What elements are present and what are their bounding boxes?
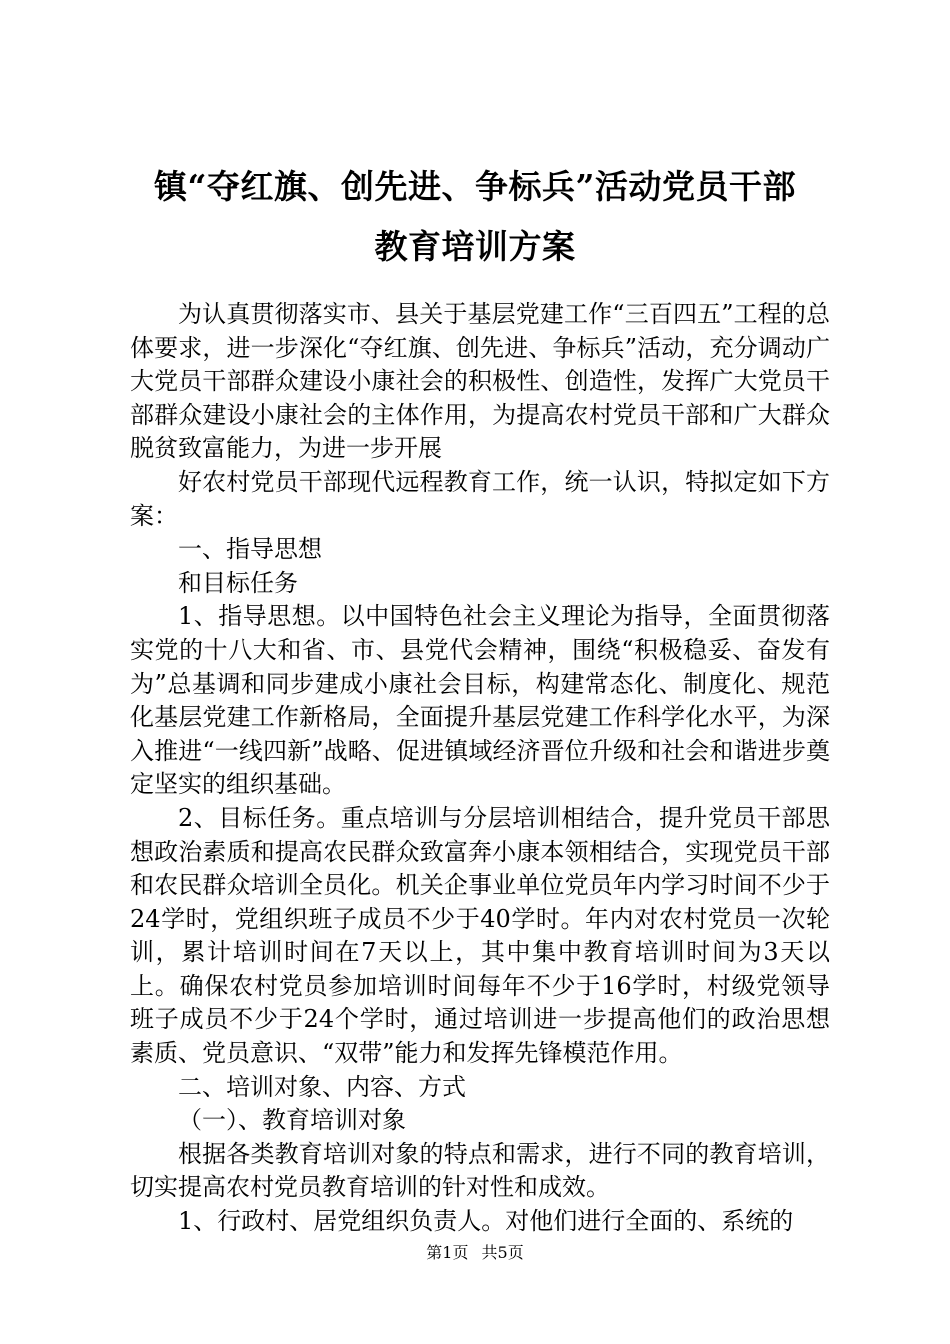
intro-paragraph: 为认真贯彻落实市、县关于基层党建工作“三百四五”工程的总体要求，进一步深化“夺红旗、创先进、争标兵”活动，充分调动广大党员干部群众建设小康社会的积极性、创造性，发挥广大党员干部群众建设小康社会的主体作用，为提高农村党员干部和广大群众脱贫致富能力，为进一步开展: [130, 300, 830, 463]
page-footer: [0, 1243, 950, 1263]
goals-tasks-paragraph: 2、目标任务。重点培训与分层培训相结合，提升党员干部思想政治素质和提高农民群众致富奔小康本领相结合，实现党员干部和农民群众培训全员化。机关企事业单位党员年内学习时间不少于24学时，党组织班子成员不少于40学时。年内对农村党员一次轮训，累计培训时间在7天以上，其中集中教育培训时间为3天以上。确保农村党员参加培训时间每年不少于16学时，村级党领导班子成员不少于24个学时，通过培训进一步提高他们的政治思想素质、党员意识、“双带”能力和发挥先锋模范作用。: [130, 803, 830, 1068]
page-number: 第1页: [426, 1243, 469, 1262]
document-title-line-2: 教育培训方案: [374, 227, 576, 266]
page-total: 共5页: [481, 1243, 524, 1262]
training-targets-paragraph: 根据各类教育培训对象的特点和需求，进行不同的教育培训，切实提高农村党员教育培训的针对性和成效。: [130, 1139, 830, 1202]
subsection-heading-training-targets: （一）、教育培训对象: [178, 1106, 406, 1135]
document-title-line-1: 镇“夺红旗、创先进、争标兵”活动党员干部: [154, 167, 796, 206]
section-heading-goals: 和目标任务: [178, 568, 298, 597]
document-body: [130, 298, 830, 1239]
intro-paragraph-continued: 好农村党员干部现代远程教育工作，统一认识，特拟定如下方案：: [130, 467, 830, 530]
section-heading-training: 二、培训对象、内容、方式: [178, 1072, 466, 1101]
guiding-thought-paragraph: 1、指导思想。以中国特色社会主义理论为指导，全面贯彻落实党的十八大和省、市、县党代会精神，围绕“积极稳妥、奋发有为”总基调和同步建成小康社会目标，构建常态化、制度化、规范化基层党建工作新格局，全面提升基层党建工作科学化水平，为深入推进“一线四新”战略、促进镇域经济晋位升级和社会和谐进步奠定坚实的组织基础。: [130, 602, 830, 799]
section-heading-guiding-thought: 一、指导思想: [178, 535, 322, 564]
village-leaders-paragraph: 1、行政村、居党组织负责人。对他们进行全面的、系统的: [178, 1207, 794, 1236]
